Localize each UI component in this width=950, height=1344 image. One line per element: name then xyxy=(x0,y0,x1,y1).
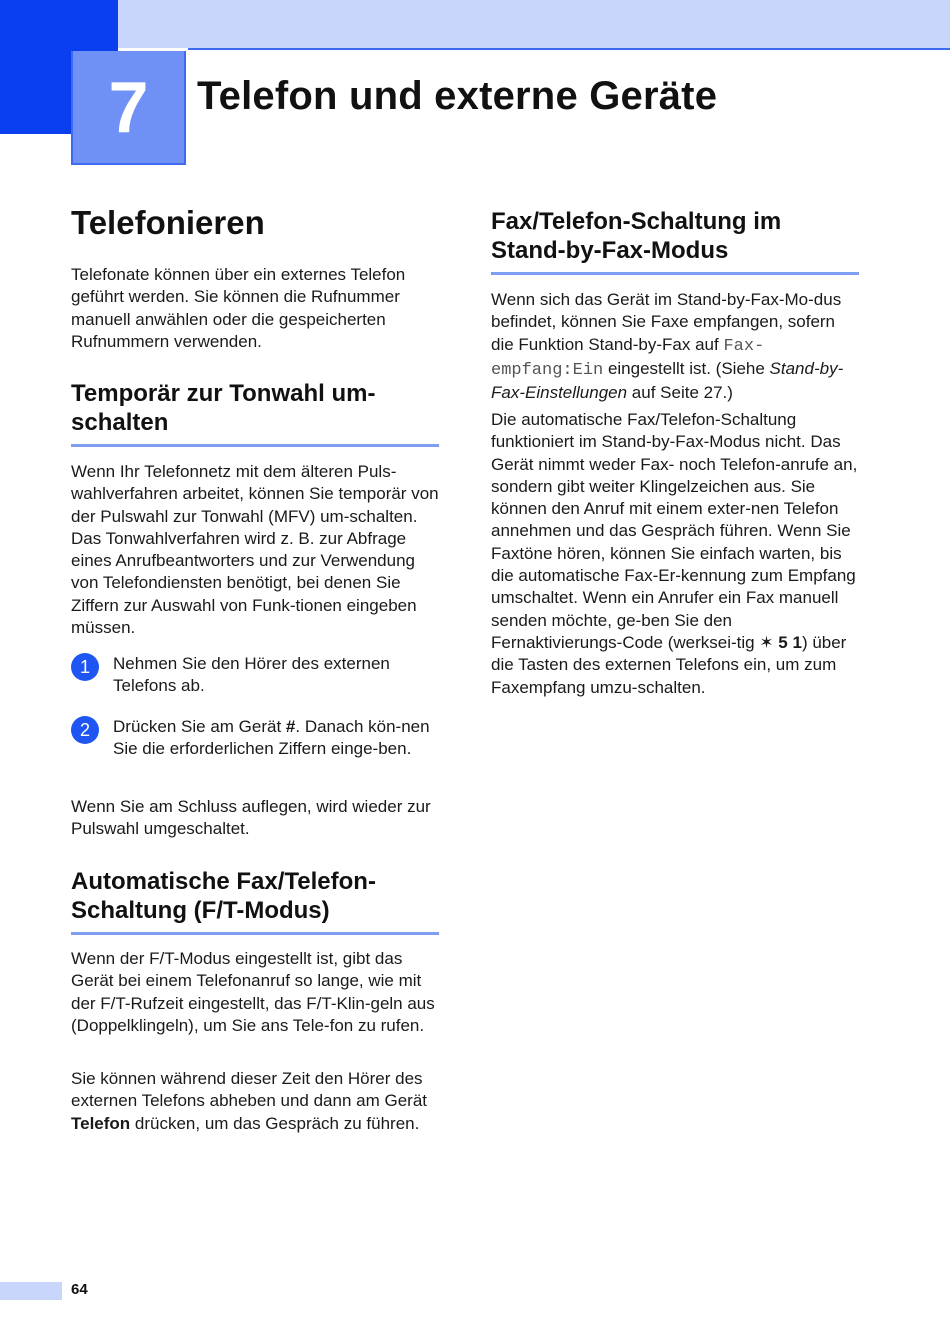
chapter-title: Telefon und externe Geräte xyxy=(197,74,718,118)
subheading-tonwahl: Temporär zur Tonwahl um-schalten xyxy=(71,379,439,447)
hash-key: # xyxy=(285,717,296,736)
step-1-text: Nehmen Sie den Hörer des externen Telefons ab. xyxy=(113,654,390,696)
chapter-number: 7 xyxy=(71,51,186,165)
ft-paragraph-1: Wenn der F/T-Modus eingestellt ist, gibt das Gerät bei einem Telefonanruf so lange, wie mit der F/T-Rufzeit eingestellt, das F/T-Klin-geln aus (Doppelklingeln), um Sie ans Tele-fon zu rufen. xyxy=(71,949,435,1035)
stand-by-paragraph-1: Wenn sich das Gerät im Stand-by-Fax-Mo-dus befindet, können Sie Faxe empfangen, sofern die Funktion Stand-by-Fax auf Fax-empfang:Ein eingestellt ist. (Siehe Stand-by-Fax-Einstellungen auf Seite 27.) xyxy=(491,290,844,403)
intro-paragraph: Telefonate können über ein externes Telefon geführt werden. Sie können die Rufnummer manuell anwählen oder die gespeicherten Rufnummern verwenden. xyxy=(71,265,406,351)
subheading-ft-modus: Automatische Fax/Telefon-Schaltung (F/T-Modus) xyxy=(71,867,439,935)
footer-band xyxy=(0,1282,62,1300)
step-2-text: Drücken Sie am Gerät #. Danach kön-nen Sie die erforderlichen Ziffern einge-ben. xyxy=(113,717,430,759)
subheading-stand-by-fax: Fax/Telefon-Schaltung im Stand-by-Fax-Modus xyxy=(491,207,859,275)
step-2-number-icon: 2 xyxy=(71,716,99,744)
stand-by-paragraph-2: Die automatische Fax/Telefon-Schaltung funktioniert im Stand-by-Fax-Modus nicht. Das Gerät nimmt weder Fax- noch Telefon-anrufe an, sondern gibt weiter Klingelzeichen aus. Sie können den Anruf mit einem exter-nen Telefon annehmen und das Gespräch führen. Wenn Sie Faxtöne hören, können Sie einfach warten, bis die automatische Fax-Er-kennung zum Empfang umschaltet. Wenn ein Anrufer ein Fax manuell senden möchte, ge-ben Sie den Fernaktivierungs-Code (werksei-tig ✶ 5 1) über die Tasten des externen Telefons ein, um zum Faxempfang umzu-schalten. xyxy=(491,410,858,697)
ft-paragraph-2: Sie können während dieser Zeit den Hörer des externen Telefons abheben und dann am Gerät Telefon drücken, um das Gespräch zu führen. xyxy=(71,1069,428,1133)
remote-code: ✶ 5 1 xyxy=(759,632,802,652)
header-rule xyxy=(188,48,950,50)
pulswahl-note: Wenn Sie am Schluss auflegen, wird wieder zur Pulswahl umgeschaltet. xyxy=(71,797,431,839)
page-number: 64 xyxy=(71,1281,88,1298)
header-band xyxy=(118,0,950,48)
step-1-number-icon: 1 xyxy=(71,653,99,681)
telefon-key: Telefon xyxy=(71,1113,131,1133)
tonwahl-paragraph: Wenn Ihr Telefonnetz mit dem älteren Puls-wahlverfahren arbeitet, können Sie temporär von der Pulswahl zur Tonwahl (MFV) um-schalten. Das Tonwahlverfahren wird z. B. zur Abfrage eines Anrufbeantworters und zur Verwendung von Telefondiensten benötigt, bei denen Sie Ziffern zur Auswahl von Funk-tionen eingeben müssen. xyxy=(71,462,439,638)
section-heading-telefonieren: Telefonieren xyxy=(71,204,265,241)
cross-reference: Stand-by-Fax-Einstellungen xyxy=(491,358,844,403)
menu-setting-code: Fax-empfang:Ein xyxy=(491,336,765,380)
